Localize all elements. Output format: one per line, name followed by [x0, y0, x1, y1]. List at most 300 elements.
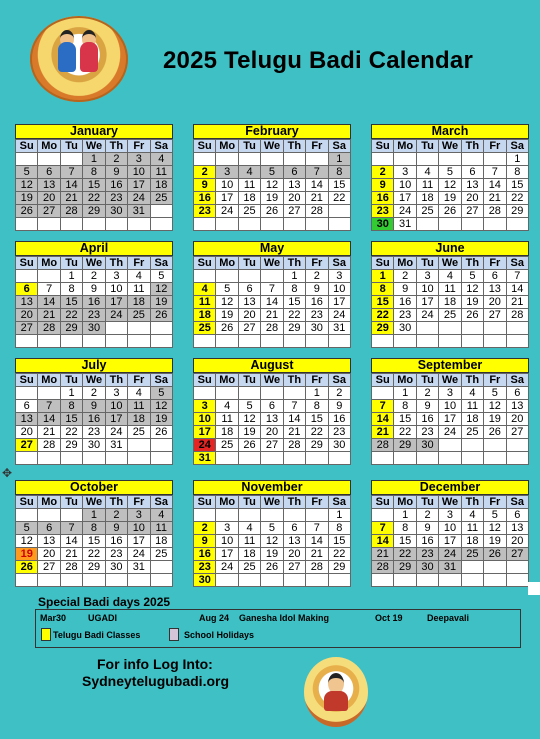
- calendar-day: 2: [83, 270, 105, 283]
- calendar-day: 16: [105, 535, 127, 548]
- calendar-day: 27: [506, 426, 528, 439]
- calendar-day: 24: [439, 426, 461, 439]
- calendar-day: 30: [83, 322, 105, 335]
- calendar-day: 20: [261, 426, 283, 439]
- calendar-day: 1: [60, 387, 82, 400]
- calendar-day: 21: [506, 296, 528, 309]
- calendar-day: 23: [372, 205, 394, 218]
- calendar-day: 24: [128, 192, 150, 205]
- empty-day-cell: [38, 335, 60, 348]
- calendar-day: 10: [194, 413, 216, 426]
- weekday-header: Fr: [306, 496, 328, 509]
- empty-day-cell: [506, 218, 528, 231]
- calendar-day: 6: [506, 387, 528, 400]
- calendar-day: 16: [394, 296, 416, 309]
- empty-day-cell: [283, 452, 305, 465]
- month-august: [193, 358, 351, 465]
- calendar-day: 21: [38, 426, 60, 439]
- calendar-day: 7: [283, 400, 305, 413]
- calendar-day: 9: [83, 400, 105, 413]
- calendar-day: 27: [461, 205, 483, 218]
- calendar-day: 25: [150, 192, 172, 205]
- empty-day-cell: [150, 574, 172, 587]
- month-name: October: [15, 480, 173, 495]
- empty-day-cell: [83, 452, 105, 465]
- calendar-day: 19: [484, 413, 506, 426]
- weekday-header: Fr: [484, 496, 506, 509]
- calendar-day: 21: [261, 309, 283, 322]
- calendar-day: 16: [105, 179, 127, 192]
- calendar-day: 26: [150, 426, 172, 439]
- calendar-day: 29: [328, 561, 350, 574]
- weekday-header: Fr: [306, 257, 328, 270]
- calendar-day: 26: [439, 205, 461, 218]
- weekday-header: Mo: [38, 374, 60, 387]
- calendar-day: 14: [60, 535, 82, 548]
- calendar-day: 12: [216, 296, 238, 309]
- calendar-day: 9: [328, 400, 350, 413]
- empty-day-cell: [283, 335, 305, 348]
- empty-day-cell: [261, 509, 283, 522]
- empty-day-cell: [484, 574, 506, 587]
- calendar-day: 27: [261, 439, 283, 452]
- legend-classes-label: Telugu Badi Classes: [53, 630, 141, 640]
- calendar-day: 5: [261, 522, 283, 535]
- calendar-day: 15: [283, 296, 305, 309]
- calendar-day: 4: [194, 283, 216, 296]
- empty-day-cell: [261, 452, 283, 465]
- calendar-day: 23: [194, 205, 216, 218]
- calendar-day: 10: [439, 522, 461, 535]
- calendar-day: 28: [283, 439, 305, 452]
- calendar-day: 22: [328, 548, 350, 561]
- calendar-day: 27: [16, 322, 38, 335]
- month-name: July: [15, 358, 173, 373]
- calendar-day: 16: [416, 535, 438, 548]
- empty-day-cell: [216, 509, 238, 522]
- calendar-day: 4: [238, 166, 260, 179]
- weekday-header: Tu: [238, 374, 260, 387]
- calendar-day: 12: [150, 283, 172, 296]
- calendar-day: 29: [60, 322, 82, 335]
- calendar-day: 9: [372, 179, 394, 192]
- empty-day-cell: [261, 153, 283, 166]
- calendar-day: 29: [60, 439, 82, 452]
- calendar-day: 19: [238, 426, 260, 439]
- calendar-day: 5: [238, 400, 260, 413]
- calendar-day: 15: [60, 413, 82, 426]
- calendar-day: 6: [38, 522, 60, 535]
- calendar-day: 10: [216, 535, 238, 548]
- calendar-day: 30: [83, 439, 105, 452]
- calendar-day: 25: [216, 439, 238, 452]
- empty-day-cell: [150, 439, 172, 452]
- empty-day-cell: [416, 218, 438, 231]
- empty-day-cell: [83, 574, 105, 587]
- month-may: [193, 241, 351, 348]
- calendar-day: 12: [150, 400, 172, 413]
- calendar-day: 24: [216, 561, 238, 574]
- calendar-day: 17: [394, 192, 416, 205]
- legend-holidays-label: School Holidays: [184, 630, 255, 640]
- empty-day-cell: [60, 509, 82, 522]
- empty-day-cell: [283, 509, 305, 522]
- calendar-day: 8: [60, 283, 82, 296]
- calendar-day: 16: [83, 413, 105, 426]
- calendar-day: 21: [283, 426, 305, 439]
- calendar-day: 6: [38, 166, 60, 179]
- month-name: September: [371, 358, 529, 373]
- calendar-day: 13: [506, 400, 528, 413]
- calendar-day: 9: [416, 522, 438, 535]
- calendar-day: 18: [150, 179, 172, 192]
- weekday-header: Sa: [328, 496, 350, 509]
- empty-day-cell: [461, 322, 483, 335]
- calendar-day: 17: [416, 296, 438, 309]
- calendar-day: 18: [128, 296, 150, 309]
- calendar-day: 23: [416, 426, 438, 439]
- empty-day-cell: [128, 335, 150, 348]
- calendar-day: 11: [128, 400, 150, 413]
- calendar-day: 16: [194, 192, 216, 205]
- calendar-day: 27: [506, 548, 528, 561]
- empty-day-cell: [394, 335, 416, 348]
- empty-day-cell: [216, 387, 238, 400]
- calendar-day: 30: [194, 574, 216, 587]
- calendar-day: 5: [216, 283, 238, 296]
- calendar-day: 31: [105, 439, 127, 452]
- empty-day-cell: [484, 322, 506, 335]
- calendar-day: 15: [328, 535, 350, 548]
- month-name: March: [371, 124, 529, 139]
- calendar-day: 11: [238, 535, 260, 548]
- calendar-day: 16: [306, 296, 328, 309]
- calendar-day: 13: [16, 296, 38, 309]
- empty-day-cell: [416, 322, 438, 335]
- calendar-day: 17: [328, 296, 350, 309]
- calendar-day: 21: [306, 192, 328, 205]
- calendar-day: 9: [194, 535, 216, 548]
- calendar-day: 5: [484, 509, 506, 522]
- calendar-day: 17: [105, 296, 127, 309]
- month-july: [15, 358, 173, 465]
- calendar-day: 22: [60, 426, 82, 439]
- calendar-day: 20: [16, 426, 38, 439]
- calendar-day: 15: [506, 179, 528, 192]
- calendar-day: 4: [461, 387, 483, 400]
- empty-day-cell: [461, 439, 483, 452]
- empty-day-cell: [238, 509, 260, 522]
- calendar-day: 5: [439, 166, 461, 179]
- weekday-header: Su: [194, 374, 216, 387]
- empty-day-cell: [328, 574, 350, 587]
- empty-day-cell: [238, 452, 260, 465]
- calendar-day: 7: [306, 522, 328, 535]
- calendar-day: 1: [83, 153, 105, 166]
- calendar-day: 30: [105, 205, 127, 218]
- calendar-day: 5: [261, 166, 283, 179]
- calendar-day: 17: [128, 535, 150, 548]
- website-link[interactable]: Sydneytelugubadi.org: [82, 673, 230, 689]
- calendar-day: 29: [394, 561, 416, 574]
- month-october: [15, 480, 173, 587]
- calendar-day: 14: [484, 179, 506, 192]
- calendar-day: 5: [150, 387, 172, 400]
- calendar-day: 16: [194, 548, 216, 561]
- weekday-header: Tu: [416, 257, 438, 270]
- weekday-header: Th: [461, 140, 483, 153]
- empty-day-cell: [38, 218, 60, 231]
- calendar-day: 4: [128, 270, 150, 283]
- calendar-day: 22: [83, 548, 105, 561]
- empty-day-cell: [328, 205, 350, 218]
- weekday-header: Fr: [484, 140, 506, 153]
- calendar-day: 26: [238, 439, 260, 452]
- calendar-day: 27: [283, 205, 305, 218]
- empty-day-cell: [128, 322, 150, 335]
- calendar-day: 28: [372, 561, 394, 574]
- empty-day-cell: [372, 509, 394, 522]
- empty-day-cell: [105, 335, 127, 348]
- calendar-day: 9: [416, 400, 438, 413]
- month-june: [371, 241, 529, 348]
- weekday-header: Fr: [306, 374, 328, 387]
- month-table: [371, 495, 529, 587]
- empty-day-cell: [283, 218, 305, 231]
- weekday-header: Sa: [328, 257, 350, 270]
- calendar-day: 11: [416, 179, 438, 192]
- special-days-box: [35, 609, 521, 648]
- empty-day-cell: [484, 153, 506, 166]
- weekday-header: Mo: [394, 374, 416, 387]
- weekday-header: Sa: [506, 374, 528, 387]
- weekday-header: Tu: [416, 496, 438, 509]
- calendar-day: 24: [105, 426, 127, 439]
- month-name: June: [371, 241, 529, 256]
- weekday-header: Mo: [216, 140, 238, 153]
- calendar-day: 12: [238, 413, 260, 426]
- calendar-day: 15: [372, 296, 394, 309]
- empty-day-cell: [238, 574, 260, 587]
- empty-day-cell: [194, 270, 216, 283]
- month-table: [193, 373, 351, 465]
- month-january: [15, 124, 173, 231]
- month-table: [371, 373, 529, 465]
- empty-day-cell: [216, 335, 238, 348]
- calendar-day: 19: [150, 296, 172, 309]
- weekday-header: Su: [372, 257, 394, 270]
- calendar-day: 8: [394, 522, 416, 535]
- calendar-day: 12: [16, 179, 38, 192]
- month-name: February: [193, 124, 351, 139]
- weekday-header: Su: [194, 140, 216, 153]
- empty-day-cell: [128, 452, 150, 465]
- month-name: December: [371, 480, 529, 495]
- weekday-header: Fr: [484, 257, 506, 270]
- calendar-day: 11: [461, 400, 483, 413]
- weekday-header: Su: [16, 257, 38, 270]
- calendar-day: 31: [328, 322, 350, 335]
- calendar-day: 12: [439, 179, 461, 192]
- event-date: Mar30: [40, 613, 67, 623]
- empty-day-cell: [105, 452, 127, 465]
- calendar-day: 12: [16, 535, 38, 548]
- weekday-header: We: [261, 374, 283, 387]
- empty-day-cell: [439, 153, 461, 166]
- calendar-day: 14: [60, 179, 82, 192]
- calendar-day: 24: [416, 309, 438, 322]
- empty-day-cell: [328, 218, 350, 231]
- weekday-header: Tu: [416, 374, 438, 387]
- calendar-day: 31: [194, 452, 216, 465]
- calendar-day: 24: [394, 205, 416, 218]
- calendar-day: 7: [306, 166, 328, 179]
- calendar-day: 16: [328, 413, 350, 426]
- empty-day-cell: [416, 452, 438, 465]
- calendar-day: 28: [261, 322, 283, 335]
- calendar-day: 10: [439, 400, 461, 413]
- empty-day-cell: [439, 335, 461, 348]
- month-table: [15, 495, 173, 587]
- calendar-day: 20: [283, 192, 305, 205]
- empty-day-cell: [128, 439, 150, 452]
- calendar-day: 10: [328, 283, 350, 296]
- calendar-day: 2: [416, 509, 438, 522]
- calendar-day: 30: [416, 439, 438, 452]
- month-name: August: [193, 358, 351, 373]
- calendar-day: 8: [328, 522, 350, 535]
- calendar-day: 1: [372, 270, 394, 283]
- calendar-day: 28: [38, 322, 60, 335]
- month-table: [15, 373, 173, 465]
- calendar-day: 15: [60, 296, 82, 309]
- weekday-header: Fr: [128, 257, 150, 270]
- calendar-day: 13: [283, 179, 305, 192]
- calendar-day: 21: [372, 548, 394, 561]
- empty-day-cell: [261, 218, 283, 231]
- calendar-day: 14: [261, 296, 283, 309]
- calendar-day: 21: [372, 426, 394, 439]
- calendar-day: 25: [194, 322, 216, 335]
- empty-day-cell: [372, 153, 394, 166]
- weekday-header: Sa: [150, 140, 172, 153]
- weekday-header: We: [83, 374, 105, 387]
- calendar-day: 17: [216, 192, 238, 205]
- calendar-day: 14: [306, 535, 328, 548]
- calendar-day: 19: [439, 192, 461, 205]
- calendar-day: 23: [105, 192, 127, 205]
- calendar-day: 1: [60, 270, 82, 283]
- calendar-day: 23: [328, 426, 350, 439]
- weekday-header: Sa: [328, 374, 350, 387]
- calendar-day: 19: [150, 413, 172, 426]
- weekday-header: Th: [105, 140, 127, 153]
- calendar-day: 13: [484, 283, 506, 296]
- weekday-header: Th: [283, 257, 305, 270]
- empty-day-cell: [306, 153, 328, 166]
- weekday-header: Th: [283, 496, 305, 509]
- month-table: [371, 139, 529, 231]
- calendar-day: 8: [83, 522, 105, 535]
- calendar-day: 26: [150, 309, 172, 322]
- weekday-header: Sa: [150, 374, 172, 387]
- calendar-day: 6: [283, 166, 305, 179]
- calendar-day: 30: [394, 322, 416, 335]
- calendar-day: 18: [128, 413, 150, 426]
- weekday-header: Su: [16, 374, 38, 387]
- empty-day-cell: [194, 335, 216, 348]
- month-name: May: [193, 241, 351, 256]
- calendar-day: 11: [216, 413, 238, 426]
- empty-day-cell: [194, 509, 216, 522]
- calendar-day: 14: [38, 296, 60, 309]
- empty-day-cell: [283, 153, 305, 166]
- calendar-day: 17: [105, 413, 127, 426]
- calendar-day: 19: [16, 192, 38, 205]
- calendar-day: 16: [83, 296, 105, 309]
- calendar-day: 17: [439, 413, 461, 426]
- weekday-header: Sa: [150, 496, 172, 509]
- calendar-day: 29: [83, 561, 105, 574]
- calendar-day: 30: [328, 439, 350, 452]
- calendar-day: 22: [60, 309, 82, 322]
- calendar-day: 29: [506, 205, 528, 218]
- weekday-header: Fr: [306, 140, 328, 153]
- calendar-day: 3: [416, 270, 438, 283]
- calendar-day: 24: [128, 548, 150, 561]
- calendar-day: 20: [506, 535, 528, 548]
- calendar-day: 26: [261, 561, 283, 574]
- month-table: [193, 139, 351, 231]
- month-name: April: [15, 241, 173, 256]
- holiday-swatch: [169, 628, 179, 641]
- calendar-day: 25: [238, 205, 260, 218]
- empty-day-cell: [306, 452, 328, 465]
- weekday-header: Th: [461, 374, 483, 387]
- weekday-header: Sa: [328, 140, 350, 153]
- calendar-day: 6: [16, 400, 38, 413]
- calendar-day: 8: [394, 400, 416, 413]
- empty-day-cell: [150, 561, 172, 574]
- event-name: UGADI: [88, 613, 117, 623]
- calendar-day: 14: [372, 413, 394, 426]
- figure-body-icon: [324, 691, 348, 711]
- empty-day-cell: [261, 270, 283, 283]
- calendar-day: 12: [261, 179, 283, 192]
- empty-day-cell: [484, 561, 506, 574]
- event-date: Oct 19: [375, 613, 403, 623]
- calendar-day: 24: [439, 548, 461, 561]
- calendar-day: 2: [306, 270, 328, 283]
- calendar-day: 20: [38, 548, 60, 561]
- calendar-day: 3: [394, 166, 416, 179]
- calendar-day: 6: [461, 166, 483, 179]
- calendar-day: 29: [83, 205, 105, 218]
- calendar-day: 14: [38, 413, 60, 426]
- weekday-header: Fr: [484, 374, 506, 387]
- calendar-day: 22: [83, 192, 105, 205]
- calendar-day: 27: [16, 439, 38, 452]
- empty-day-cell: [238, 335, 260, 348]
- calendar-day: 30: [306, 322, 328, 335]
- empty-day-cell: [416, 153, 438, 166]
- calendar-day: 10: [128, 166, 150, 179]
- month-february: [193, 124, 351, 231]
- weekday-header: We: [83, 140, 105, 153]
- calendar-day: 6: [238, 283, 260, 296]
- move-handle-icon[interactable]: ✥: [2, 466, 13, 480]
- weekday-header: Tu: [60, 374, 82, 387]
